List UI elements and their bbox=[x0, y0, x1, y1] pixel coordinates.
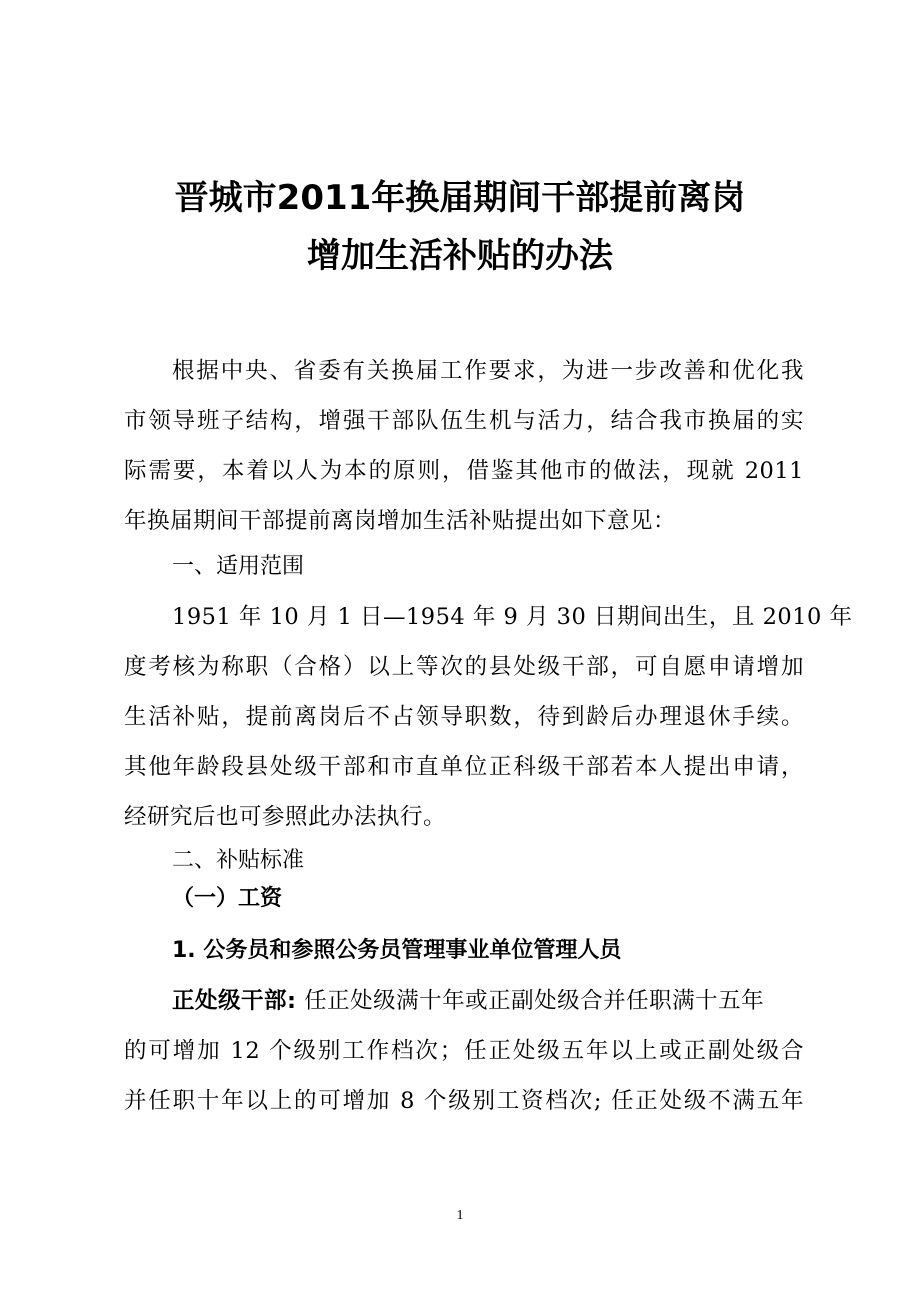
document-title-line-1: 晋城市2011年换届期间干部提前离岗 bbox=[174, 178, 746, 218]
section-heading-subsidy-standard: 二、补贴标准 bbox=[172, 848, 305, 873]
scope-line-3: 生活补贴，提前离岗后不占领导职数，待到龄后办理退休手续。 bbox=[124, 704, 804, 730]
rank-paragraph-line-1 bbox=[172, 986, 804, 1016]
section-heading-scope: 一、适用范围 bbox=[172, 554, 305, 579]
item-heading-civil-servants: 1. 公务员和参照公务员管理事业单位管理人员 bbox=[172, 938, 622, 963]
page-number: 1 bbox=[456, 1208, 464, 1223]
rank-paragraph-line-1-text: 任正处级满十年或正副处级合并任职满十五年 bbox=[296, 988, 765, 1014]
rank-label-division-chief: 正处级干部: bbox=[172, 988, 297, 1014]
rank-paragraph-line-3: 并任职十年以上的可增加 8 个级别工资档次; 任正处级不满五年 bbox=[124, 1088, 804, 1114]
scope-line-1: 1951 年 10 月 1 日—1954 年 9 月 30 日期间出生，且 2010 年 bbox=[172, 604, 853, 630]
document-title-line-2: 增加生活补贴的办法 bbox=[307, 236, 613, 276]
scope-line-5: 经研究后也可参照此办法执行。 bbox=[124, 804, 447, 830]
scope-line-2: 度考核为称职（合格）以上等次的县处级干部，可自愿申请增加 bbox=[124, 654, 804, 680]
subsection-heading-salary: （一）工资 bbox=[172, 886, 283, 911]
scope-line-4: 其他年龄段县处级干部和市直单位正科级干部若本人提出申请， bbox=[124, 754, 804, 780]
rank-paragraph-line-2: 的可增加 12 个级别工作档次；任正处级五年以上或正副处级合 bbox=[124, 1038, 804, 1064]
intro-line-4: 年换届期间干部提前离岗增加生活补贴提出如下意见： bbox=[124, 508, 677, 534]
intro-line-2: 市领导班子结构，增强干部队伍生机与活力，结合我市换届的实 bbox=[124, 408, 804, 434]
intro-line-3: 际需要，本着以人为本的原则，借鉴其他市的做法，现就 2011 bbox=[124, 458, 804, 484]
intro-line-1: 根据中央、省委有关换届工作要求，为进一步改善和优化我 bbox=[172, 358, 804, 384]
